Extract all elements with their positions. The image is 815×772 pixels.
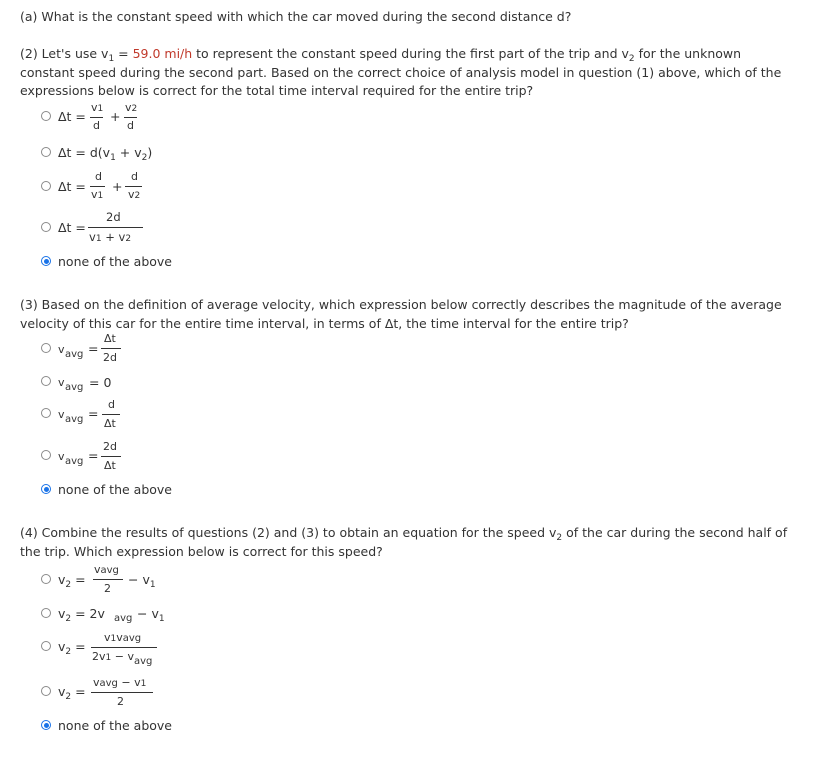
q2-option-2-radio[interactable] [41, 147, 51, 157]
q4-none-radio[interactable] [41, 720, 51, 730]
v1-value: 59.0 mi/h [132, 46, 193, 61]
q2-option-4-radio[interactable] [41, 222, 51, 232]
q4-option-4-radio[interactable] [41, 686, 51, 696]
q3-none-label: none of the above [58, 482, 172, 497]
q4-option-1-radio[interactable] [41, 574, 51, 584]
q3-none-radio[interactable] [41, 484, 51, 494]
q4-text: (4) Combine the results of questions (2) and (3) to obtain an equation for the speed $v_2$ of the car during the second half of the trip. Which expression below is correct for this speed? [20, 525, 788, 559]
q2-option-3-radio[interactable] [41, 181, 51, 191]
q4-option-3-radio[interactable] [41, 641, 51, 651]
q2-none-radio[interactable] [41, 256, 51, 266]
q2-none-label: none of the above [58, 254, 172, 269]
question-a: (a) What is the constant speed with which the car moved during the second distance d? [20, 9, 572, 24]
q4-none-label: none of the above [58, 718, 172, 733]
q2-text: (2) Let's use $v_1 = 59.0$ mi/h to represent the constant speed during the first part of the trip and $v_2$ for the unknown constant speed during the second part. Based on the correct choice of analysis model in question (1) above, which of the expressions below is correct for the total time interval required for the entire trip? [20, 46, 782, 98]
q4-option-2-radio[interactable] [41, 608, 51, 618]
q2-option-2-formula: $\Delta t = d(v_1 + v_2)$ [58, 145, 153, 163]
q3-option-1-radio[interactable] [41, 343, 51, 353]
q3-option-2-radio[interactable] [41, 376, 51, 386]
q3-option-3-radio[interactable] [41, 408, 51, 418]
q2-option-1-radio[interactable] [41, 111, 51, 121]
q3-option-4-radio[interactable] [41, 450, 51, 460]
q3-text: (3) Based on the definition of average velocity, which expression below correctly describes the magnitude of the average velocity of this car for the entire time interval, in terms of Δt, the time interval for the entire trip? [20, 297, 782, 331]
